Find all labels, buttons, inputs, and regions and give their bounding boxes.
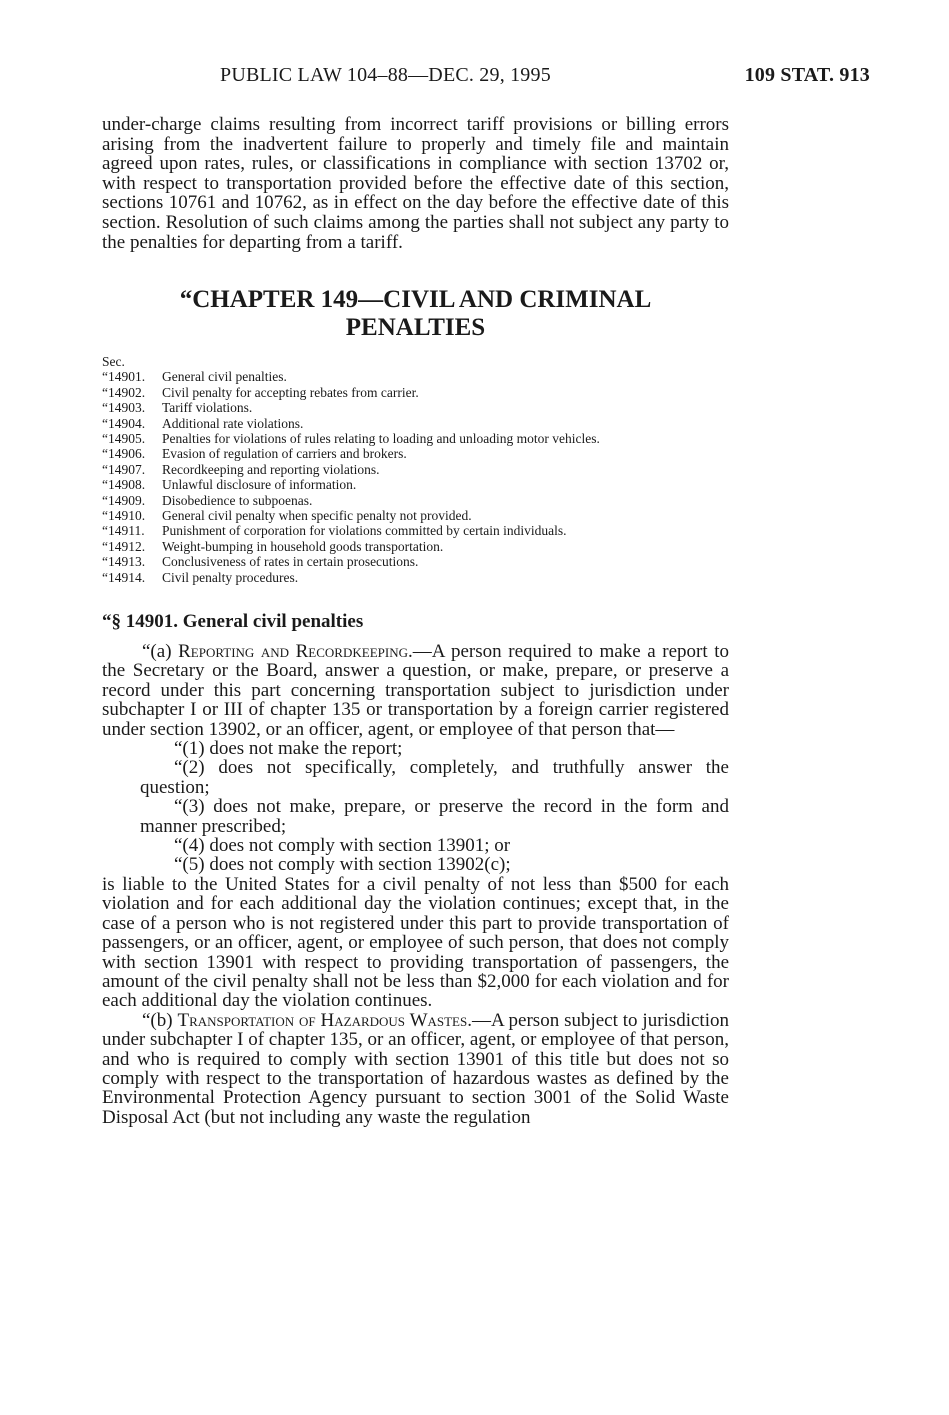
subsection-a-caption: Reporting and Recordkeeping [178, 641, 408, 662]
list-item: “(4) does not comply with section 13901; or [174, 835, 511, 857]
toc-entry [102, 431, 742, 446]
subsection-a-prefix: “(a) [142, 641, 179, 662]
public-law-title: PUBLIC LAW 104–88—DEC. 29, 1995 [220, 64, 551, 86]
toc-entry [102, 554, 742, 569]
toc-entry-number: “14905. [102, 431, 146, 447]
toc-entry [102, 493, 742, 508]
toc-entry [102, 385, 742, 400]
subsection-b-text: .—A person subject to jurisdiction under subchapter I of chapter 135, or an officer, agent, or employee of that person, and who is required to comply with section 13901 of this title but does not so comply with respect to the transportation of hazardous wastes as defined by the Environmental Protection Agency pursuant to section 3001 of the Solid Waste Disposal Act (but not including any waste the regulation [102, 1009, 729, 1128]
page-header [102, 64, 870, 94]
chapter-title-line-1: “CHAPTER 149—CIVIL AND CRIMINAL [179, 286, 652, 313]
intro-paragraph: under-charge claims resulting from incorrect tariff provisions or billing errors arising from the inadvertent failure to properly and timely file and maintain agreed upon rates, rules, or classifications in compliance with section 13702 or, with respect to transportation provided before the effective date of this section, sections 10761 and 10762, as in effect on the day before the effective date of this section. Resolution of such claims among the parties shall not subject any party to the penalties for departing from a tariff. [102, 114, 729, 253]
toc-entry [102, 400, 742, 415]
list-item: “(5) does not comply with section 13902(c); [174, 854, 511, 876]
toc-entry-title: Tariff violations. [162, 400, 253, 416]
toc-entry-title: Conclusiveness of rates in certain prosecutions. [162, 554, 419, 570]
toc-entry-number: “14906. [102, 446, 146, 462]
toc-entry [102, 416, 742, 431]
toc-entry [102, 477, 742, 492]
toc-entry-number: “14903. [102, 400, 146, 416]
subsection-a-conclusion: is liable to the United States for a civil penalty of not less than $500 for each violation and for each additional day the violation continues; except that, in the case of a person who is not registered under this part to provide transportation of passengers, or an officer, agent, or employee of such person, that does not comply with section 13901 with respect to providing transportation of passengers, the amount of the civil penalty shall not be less than $2,000 for each violation and for each additional day the violation continues. [102, 873, 729, 1012]
toc-entry [102, 539, 742, 554]
toc-entry-number: “14909. [102, 492, 146, 508]
list-item: “(3) does not make, prepare, or preserve the record in the form and manner prescribed; [140, 796, 729, 837]
subsection-a [102, 642, 729, 739]
toc-entry-title: General civil penalties. [162, 369, 287, 385]
toc-entry-number: “14910. [102, 508, 146, 524]
toc-entry-title: Penalties for violations of rules relating to loading and unloading motor vehicles. [162, 431, 600, 447]
subsection-b-caption: Transportation of Hazardous Wastes [177, 1009, 468, 1031]
toc-entry-title: Weight-bumping in household goods transportation. [162, 538, 444, 554]
toc-entry-number: “14912. [102, 538, 146, 554]
toc-entry-number: “14901. [102, 369, 146, 385]
subsection-b [102, 1011, 729, 1127]
toc-entry [102, 446, 742, 461]
toc-entry-title: Civil penalty for accepting rebates from carrier. [162, 384, 419, 400]
toc-entry-number: “14907. [102, 461, 146, 477]
statute-page-number: 109 STAT. 913 [744, 64, 870, 86]
toc-sec-label: Sec. [102, 354, 125, 369]
toc-entry-number: “14914. [102, 569, 146, 585]
toc-entry-number: “14908. [102, 477, 146, 493]
toc-entry-title: Unlawful disclosure of information. [162, 477, 357, 493]
toc-entry-number: “14904. [102, 415, 146, 431]
list-item: “(2) does not specifically, completely, and truthfully answer the question; [140, 757, 729, 798]
toc-entry [102, 462, 742, 477]
subsection-b-prefix: “(b) [142, 1009, 178, 1031]
toc-entry-title: Disobedience to subpoenas. [162, 492, 313, 508]
subsection-a-text: .—A person required to make a report to the Secretary or the Board, answer a question, or make, prepare, or preserve a record under this part concerning transportation subject to jurisdiction under subchapter I or III of chapter 135 or transportation by a foreign carrier registered under section 13902, or an officer, agent, or employee of that person that— [102, 641, 729, 740]
table-of-sections [102, 354, 742, 585]
toc-entry-title: Recordkeeping and reporting violations. [162, 461, 380, 477]
toc-entry [102, 523, 742, 538]
toc-entry-title: Civil penalty procedures. [162, 569, 299, 585]
chapter-title [102, 286, 729, 342]
toc-entry [102, 508, 742, 523]
toc-entry-title: Additional rate violations. [162, 415, 304, 431]
toc-entry [102, 369, 742, 384]
chapter-title-line-2: PENALTIES [345, 314, 486, 341]
toc-entry-number: “14913. [102, 554, 146, 570]
toc-entry-title: Punishment of corporation for violations committed by certain individuals. [162, 523, 567, 539]
toc-entry [102, 570, 742, 585]
toc-entry-title: General civil penalty when specific penalty not provided. [162, 508, 472, 524]
toc-entry-number: “14911. [102, 523, 145, 539]
toc-entry-number: “14902. [102, 384, 146, 400]
section-heading: “§ 14901. General civil penalties [102, 611, 364, 632]
toc-entry-title: Evasion of regulation of carriers and brokers. [162, 446, 407, 462]
list-item: “(1) does not make the report; [174, 738, 403, 760]
section-body [102, 642, 729, 1127]
